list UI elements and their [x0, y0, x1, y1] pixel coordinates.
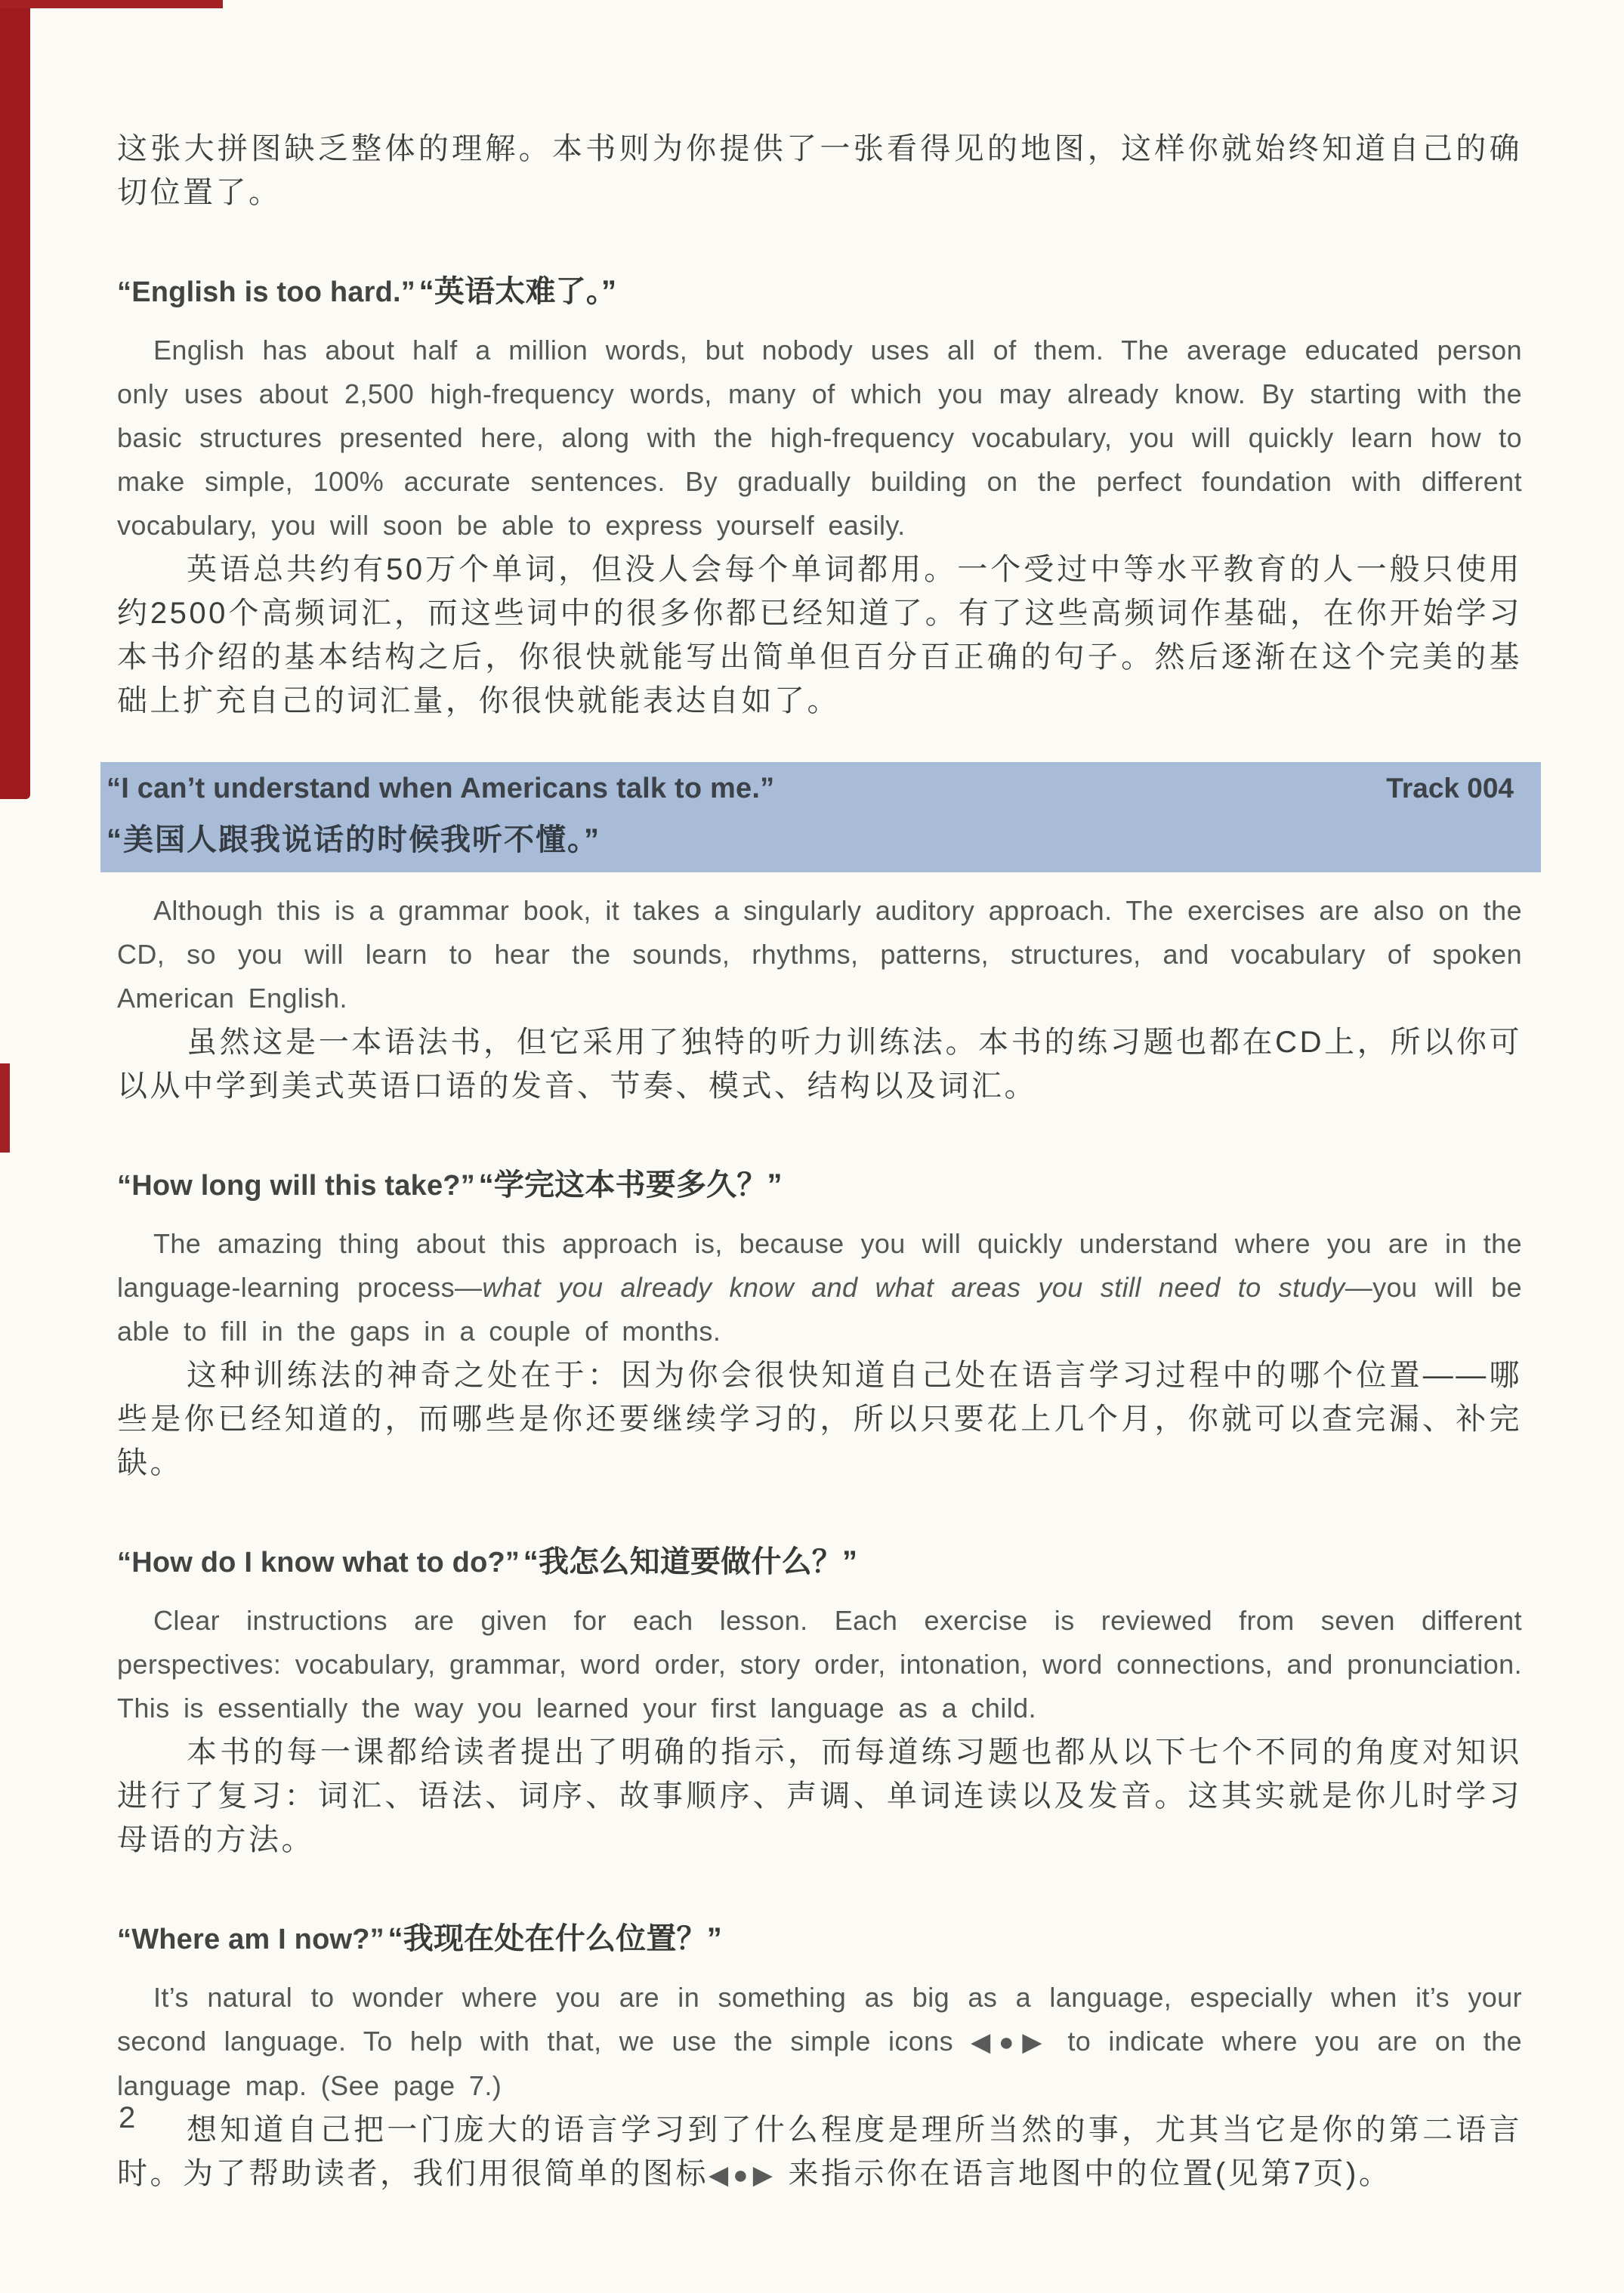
paragraph-en: English has about half a million words, but nobody uses all of them. The average educated person only uses about 2,500 high-frequency words, many of which you may already know. By starting with the basic structures presented here, along with the high-frequency vocabulary, you will quickly learn how to make simple, 100% accurate sentences. By gradually building on the perfect foundation with different vocabulary, you will soon be able to express yourself easily.	[117, 335, 1522, 541]
heading-en-text: “English is too hard.”	[117, 276, 415, 308]
paragraph-zh: 本书的每一课都给读者提出了明确的指示，而每道练习题也都从以下七个不同的角度对知识进行了复习：词汇、语法、词序、故事顺序、声调、单词连读以及发音。这其实就是你儿时学习母语的方法。	[117, 1736, 1522, 1856]
language-map-icons	[971, 2028, 1050, 2057]
left-edge-red-strip	[0, 0, 30, 799]
heading-where-am-i	[117, 1915, 1522, 1958]
paragraph-zh-part2: 来指示你在语言地图中的位置(见第7页)。	[776, 2157, 1392, 2190]
right-arrow-icon: ▶	[1022, 2028, 1051, 2057]
section-how-long	[117, 1161, 1522, 1485]
paragraph-en-part2: —you will be able to fill in the gaps in a couple of months.	[117, 1272, 1522, 1347]
banner-quote-zh: “美国人跟我说话的时候我听不懂。”	[107, 823, 601, 856]
paragraph-en: Although this is a grammar book, it takes a singularly auditory approach. The exercises are also on the CD, so you will learn to hear the sounds, rhythms, patterns, structures, and vocabulary of spoken American English.	[117, 895, 1522, 1014]
banner-quote-en: “I can’t understand when Americans talk to me.”	[107, 773, 775, 804]
heading-english-too-hard	[117, 267, 1522, 310]
paragraph-zh	[117, 2108, 1522, 2197]
section-cant-understand	[107, 762, 1522, 1108]
heading-how-long	[117, 1161, 1522, 1204]
heading-zh-text: “英语太难了。”	[418, 275, 617, 308]
heading-en-text: “How do I know what to do?”	[117, 1547, 520, 1579]
page-content	[107, 0, 1523, 2197]
right-arrow-icon: ▶	[752, 2161, 777, 2190]
section-english-too-hard	[117, 267, 1522, 723]
banner-line1	[107, 773, 1514, 805]
circle-icon: ●	[733, 2161, 753, 2190]
section-what-to-do	[117, 1538, 1522, 1862]
left-arrow-icon: ◀	[971, 2028, 999, 2057]
left-edge-red-scan-mark	[0, 1063, 10, 1153]
paragraph-zh: 这种训练法的神奇之处在于：因为你会很快知道自己处在语言学习过程中的哪个位置——哪些是你已经知道的，而哪些是你还要继续学习的，所以只要花上几个月，你就可以查完漏、补完缺。	[117, 1359, 1522, 1480]
track-label: Track 004	[1386, 773, 1514, 804]
paragraph-en-part1: It’s natural to wonder where you are in something as big as a language, especially when it’s your second language. To help with that, we use the simple icons	[117, 1982, 1522, 2057]
heading-zh-text: “我现在处在什么位置？”	[387, 1922, 722, 1955]
paragraph-en: Clear instructions are given for each lesson. Each exercise is reviewed from seven different perspectives: vocabulary, grammar, word order, story order, intonation, word connections, and pronunciation. This is essentially the way you learned your first language as a child.	[117, 1605, 1522, 1724]
paragraph-zh: 英语总共约有50万个单词，但没人会每个单词都用。一个受过中等水平教育的人一般只使用约2500个高频词汇，而这些词中的很多你都已经知道了。有了这些高频词作基础，在你开始学习本书介绍的基本结构之后，你很快就能写出简单但百分百正确的句子。然后逐渐在这个完美的基础上扩充自己的词汇量，你很快就能表达自如了。	[117, 553, 1522, 718]
track-banner	[100, 762, 1541, 872]
left-arrow-icon: ◀	[709, 2161, 733, 2190]
language-map-icons	[709, 2161, 777, 2190]
section-where-am-i	[117, 1915, 1522, 2197]
paragraph-en-part2: to indicate where you are on the language map. (See page 7.)	[117, 2026, 1523, 2101]
page-number: 2	[119, 2101, 136, 2134]
paragraph-en	[117, 1222, 1522, 1353]
paragraph-zh-part1: 想知道自己把一门庞大的语言学习到了什么程度是理所当然的事，尤其当它是你的第二语言时。为了帮助读者，我们用很简单的图标	[117, 2113, 1522, 2190]
intro-paragraph: 这张大拼图缺乏整体的理解。本书则为你提供了一张看得见的地图，这样你就始终知道自己的确切位置了。	[117, 132, 1522, 209]
heading-en-text: “How long will this take?”	[117, 1170, 475, 1202]
paragraph-en-italic: what you already know and what areas you still need to study	[482, 1272, 1345, 1303]
heading-en-text: “Where am I now?”	[117, 1924, 384, 1955]
paragraph-zh: 虽然这是一本语法书，但它采用了独特的听力训练法。本书的练习题也都在CD上，所以你可以从中学到美式英语口语的发音、节奏、模式、结构以及词汇。	[117, 1026, 1522, 1103]
heading-what-to-do	[117, 1538, 1522, 1581]
paragraph-en	[117, 1976, 1522, 2108]
paragraph-en-part1: The amazing thing about this approach is, because you will quickly understand where you are in the language-learning process—	[117, 1228, 1522, 1303]
circle-icon: ●	[999, 2028, 1023, 2057]
heading-zh-text: “学完这本书要多久？”	[478, 1168, 783, 1202]
heading-zh-text: “我怎么知道要做什么？”	[523, 1545, 858, 1579]
